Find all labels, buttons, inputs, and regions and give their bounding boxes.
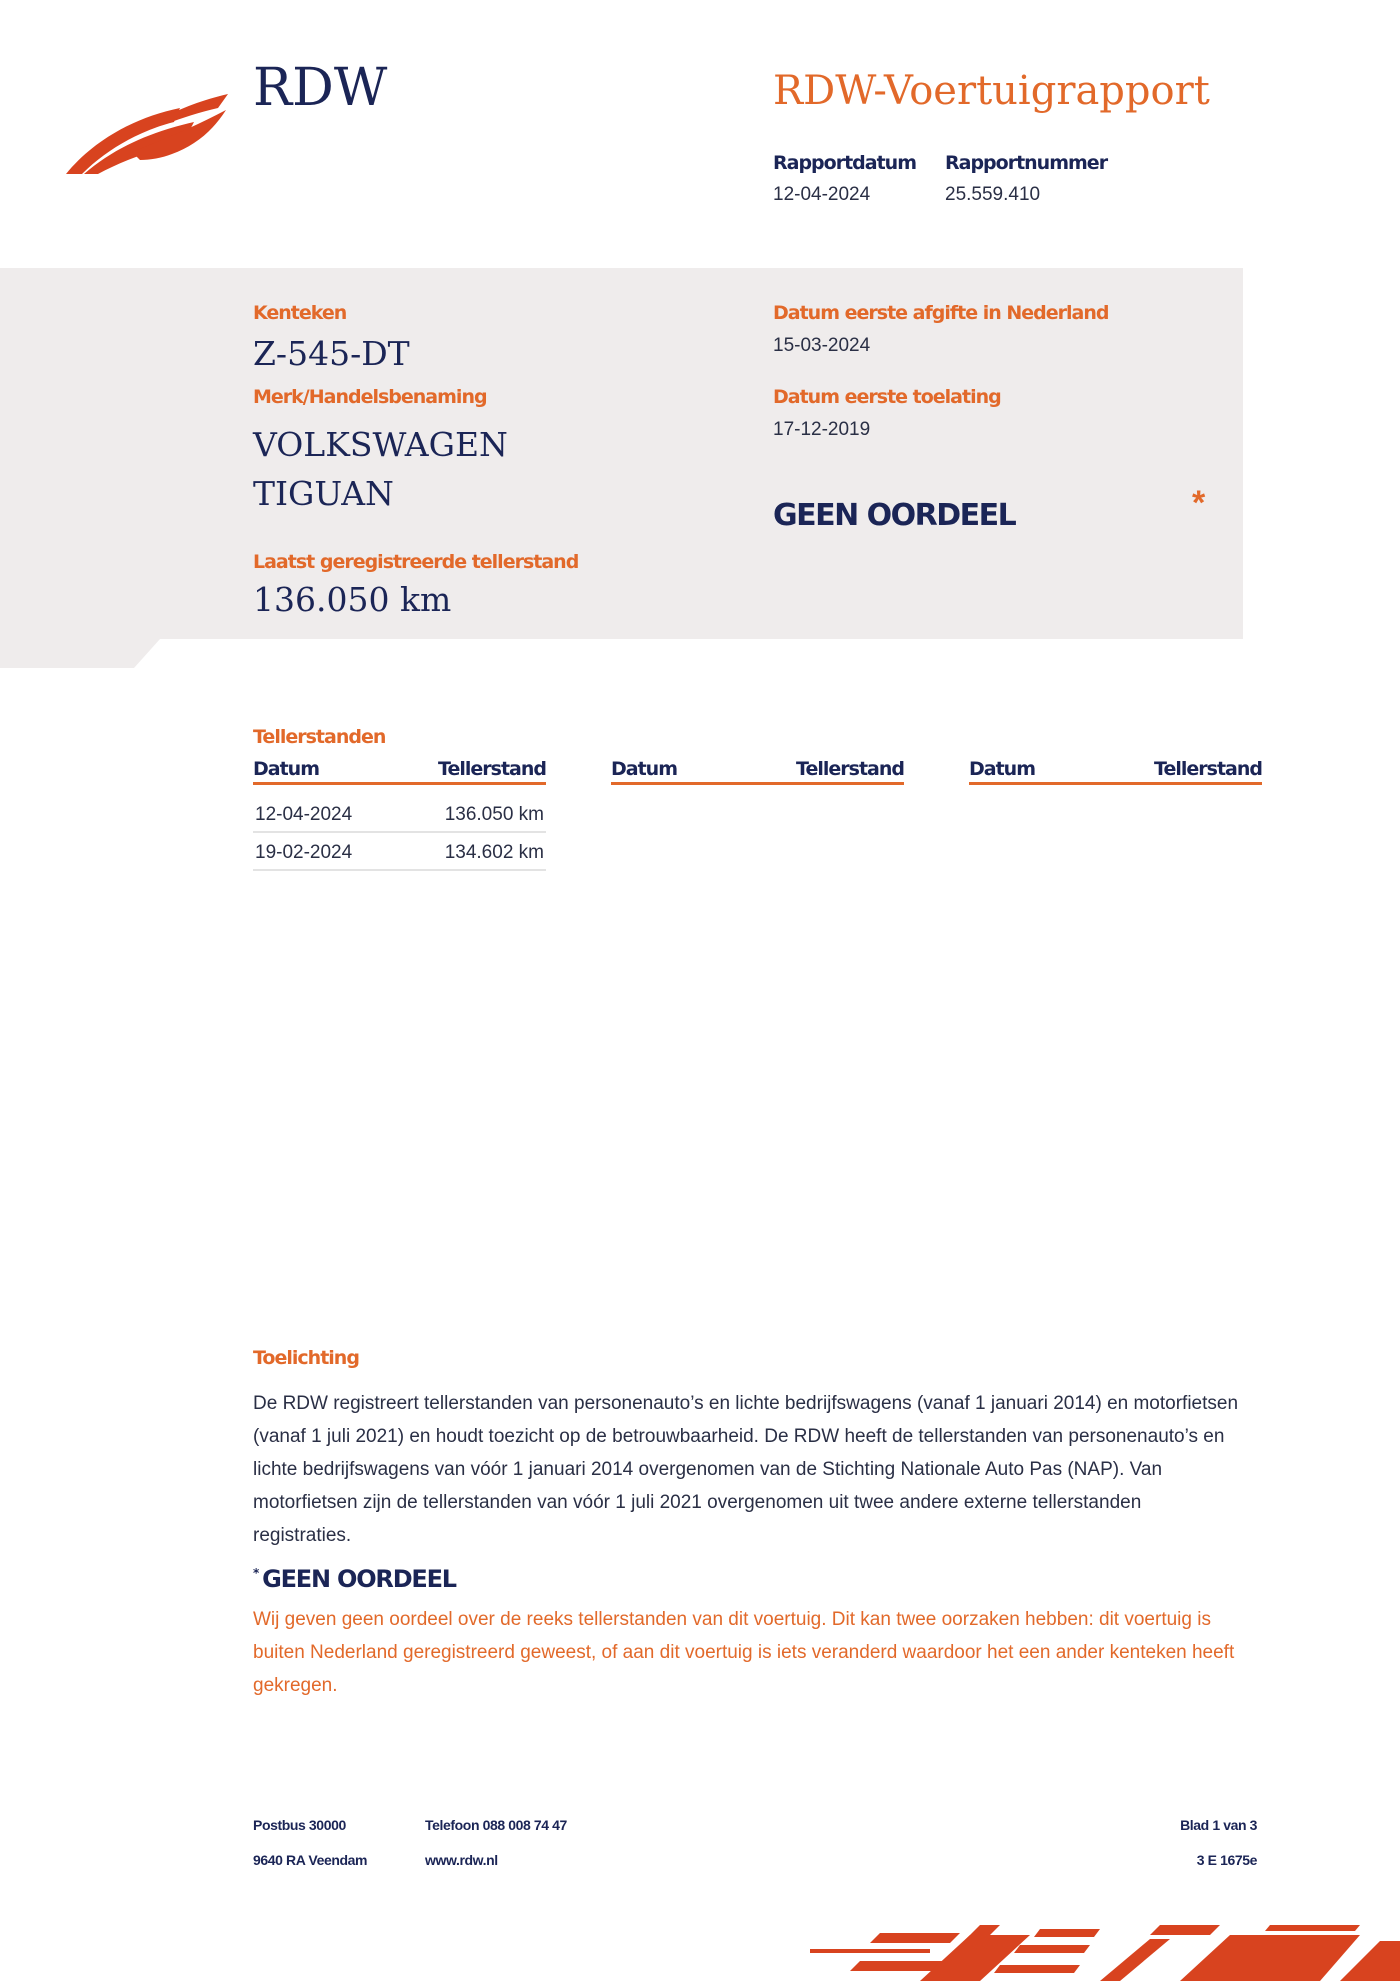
afgifte-label: Datum eerste afgifte in Nederland	[773, 302, 1109, 324]
note-heading	[253, 1565, 456, 1593]
afgifte-value: 15-03-2024	[773, 335, 871, 356]
footer-page-number: Blad 1 van 3	[1180, 1817, 1257, 1833]
rapportdatum-label: Rapportdatum	[773, 152, 916, 174]
row-datum: 19-02-2024	[255, 842, 353, 863]
merk-line-2: TIGUAN	[253, 474, 394, 513]
kenteken-label: Kenteken	[253, 302, 347, 324]
report-title: RDW-Voertuigrapport	[773, 68, 1210, 114]
laatste-tellerstand-value: 136.050 km	[253, 580, 452, 619]
tellerstanden-header-col-1	[253, 758, 546, 785]
footer-plaats: 9640 RA Veendam	[253, 1852, 368, 1868]
tellerstanden-header-col-3	[969, 758, 1262, 785]
toelating-label: Datum eerste toelating	[773, 386, 1001, 408]
note-heading-text: GEEN OORDEEL	[262, 1565, 456, 1593]
verdict-text: GEEN OORDEEL	[773, 498, 1016, 533]
rapportnummer-value: 25.559.410	[945, 184, 1041, 205]
header-datum: Datum	[969, 758, 1035, 780]
tellerstanden-title: Tellerstanden	[253, 726, 386, 748]
header-datum: Datum	[253, 758, 319, 780]
kenteken-value: Z-545-DT	[253, 334, 410, 373]
logo-text: RDW	[253, 58, 388, 118]
note-text: Wij geven geen oordeel over de reeks tellerstanden van dit voertuig. Dit kan twee oorzaken hebben: dit voertuig is buiten Nederland geregistreerd geweest, of aan dit voertuig is iets veranderd waardoor het een ander kenteken heeft gekregen.	[253, 1609, 1235, 1696]
vehicle-info-panel	[0, 268, 1243, 668]
toelating-value: 17-12-2019	[773, 419, 871, 440]
header-tellerstand: Tellerstand	[438, 758, 546, 780]
merk-label: Merk/Handelsbenaming	[253, 386, 487, 408]
rapportnummer-label: Rapportnummer	[945, 152, 1108, 174]
laatste-tellerstand-label: Laatst geregistreerde tellerstand	[253, 551, 579, 573]
footer-telefoon: Telefoon 088 008 74 47	[425, 1817, 567, 1833]
toelichting-title: Toelichting	[253, 1347, 359, 1369]
verdict-star-marker: *	[1192, 484, 1206, 522]
table-row	[253, 795, 546, 833]
row-tellerstand: 134.602 km	[444, 842, 544, 863]
rapportdatum-value: 12-04-2024	[773, 184, 871, 205]
toelichting-text: De RDW registreert tellerstanden van personenauto’s en lichte bedrijfswagens (vanaf 1 januari 2014) en motorfietsen (vanaf 1 juli 2021) en houdt toezicht op de betrouwbaarheid. De RDW heeft de tellerstanden van personenauto’s en lichte bedrijfswagens van vóór 1 januari 2014 overgenomen van de Stichting Nationale Auto Pas (NAP). Van motorfietsen zijn de tellerstanden van vóór 1 juli 2021 overgenomen uit twee andere externe tellerstanden registraties.	[253, 1393, 1239, 1546]
row-datum: 12-04-2024	[255, 804, 353, 825]
table-row	[253, 833, 546, 871]
footer-website[interactable]: www.rdw.nl	[425, 1852, 498, 1868]
header-datum: Datum	[611, 758, 677, 780]
footer-code: 3 E 1675e	[1196, 1852, 1257, 1868]
rdw-logo-icon	[62, 88, 232, 176]
row-tellerstand: 136.050 km	[444, 804, 544, 825]
footer-postbus: Postbus 30000	[253, 1817, 346, 1833]
tellerstanden-header-col-2	[611, 758, 904, 785]
footer-stripes-graphic	[800, 1925, 1400, 1981]
merk-line-1: VOLKSWAGEN	[253, 425, 508, 464]
note-marker: *	[253, 1566, 259, 1580]
header-tellerstand: Tellerstand	[796, 758, 904, 780]
merk-value	[253, 420, 508, 518]
header-tellerstand: Tellerstand	[1154, 758, 1262, 780]
